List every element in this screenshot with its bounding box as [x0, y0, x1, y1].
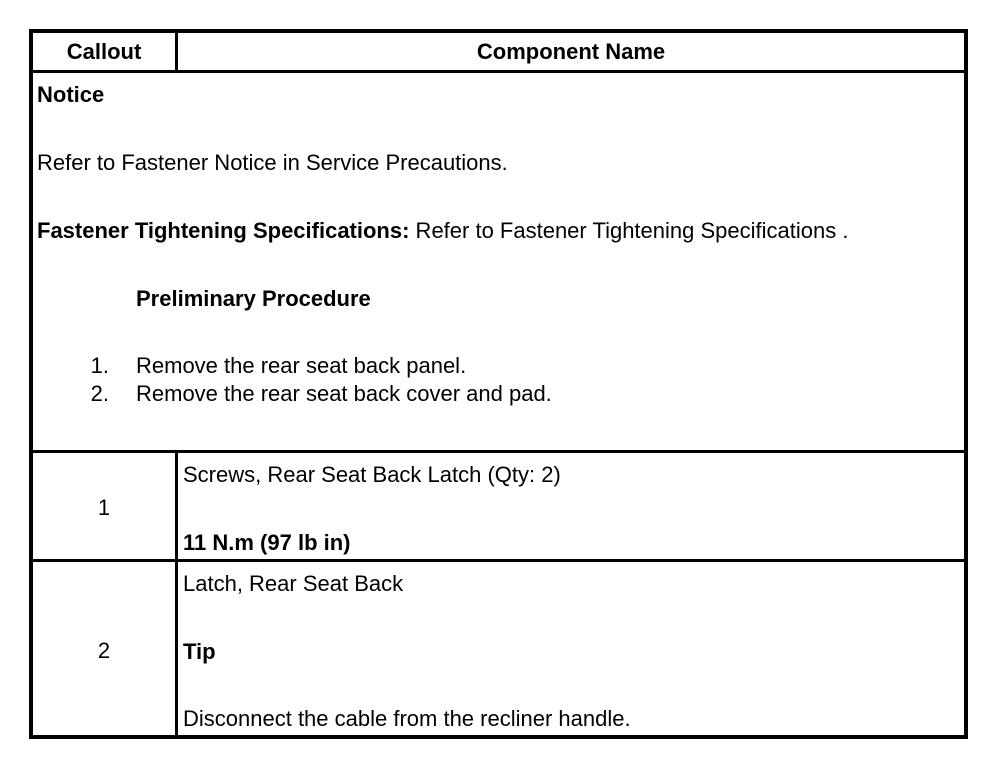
- row-2-tip-text: Disconnect the cable from the recliner handle.: [183, 706, 631, 731]
- fastener-spec-label: Fastener Tightening Specifications:: [37, 218, 410, 243]
- row-2-component-name: Latch, Rear Seat Back: [183, 571, 404, 596]
- notice-divider: [33, 450, 964, 453]
- row-1-callout: 1: [97, 495, 111, 520]
- step-text: Remove the rear seat back cover and pad.: [136, 381, 552, 406]
- fastener-spec-line: [37, 218, 848, 244]
- row-1-component-name: Screws, Rear Seat Back Latch (Qty: 2): [183, 462, 561, 487]
- preliminary-procedure-title: Preliminary Procedure: [136, 286, 371, 311]
- fastener-spec-text: Refer to Fastener Tightening Specifications .: [409, 218, 849, 243]
- callout-header: Callout: [66, 39, 142, 64]
- header-divider: [33, 70, 964, 73]
- notice-text: Refer to Fastener Notice in Service Precautions.: [37, 150, 508, 175]
- component-table: [29, 29, 968, 739]
- row-1-torque-spec: 11 N.m (97 lb in): [183, 530, 351, 555]
- row-divider: [33, 559, 964, 562]
- notice-title: Notice: [37, 82, 105, 107]
- row-2-tip-label: Tip: [183, 639, 216, 664]
- step-number: 2.: [90, 381, 109, 406]
- step-number: 1.: [90, 353, 109, 378]
- row-2-callout: 2: [97, 638, 111, 663]
- rows-column-divider: [175, 451, 178, 739]
- step-text: Remove the rear seat back panel.: [136, 353, 467, 378]
- component-name-header: Component Name: [476, 39, 666, 64]
